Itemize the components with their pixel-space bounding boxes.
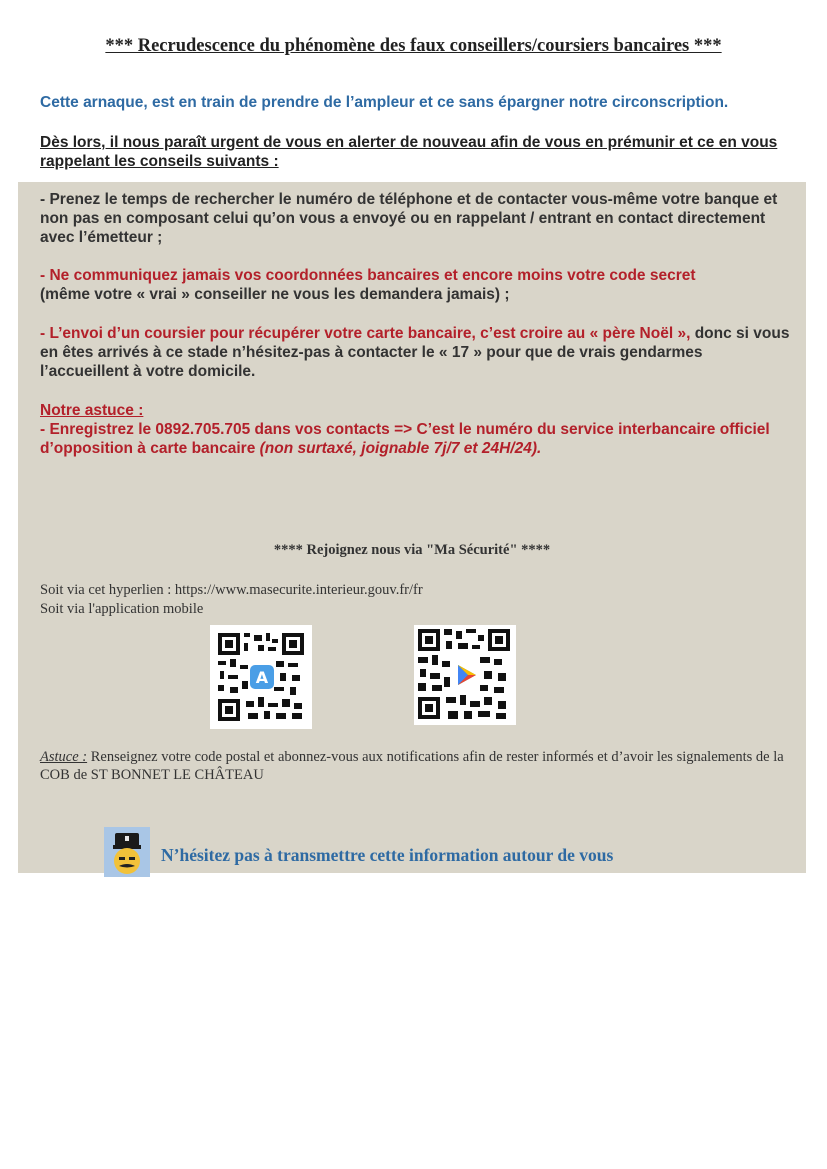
astuce-label: Astuce :	[40, 749, 88, 765]
advice-item-2-warning: - Ne communiquez jamais vos coordonnées bancaires et encore moins votre code secret	[40, 267, 696, 284]
advice-item-3	[40, 324, 790, 381]
tip-heading: Notre astuce :	[40, 402, 144, 419]
gendarme-avatar-icon	[104, 827, 150, 877]
footer-message: N’hésitez pas à transmettre cette information autour de vous	[161, 845, 614, 865]
intro-text: Cette arnaque, est en train de prendre de l’ampleur et ce sans épargner notre circonscription.	[40, 94, 729, 111]
advice-item-3-rest: donc si vous en êtes arrivés à ce stade n’hésitez-pas à contacter le « 17 » pour que de vrais gendarmes l’accueillent à votre domicile.	[40, 325, 790, 380]
google-play-qr-icon[interactable]	[414, 625, 516, 725]
document-title: *** Recrudescence du phénomène des faux conseillers/coursiers bancaires ***	[105, 36, 722, 56]
tip-block	[40, 401, 790, 458]
advice-box	[18, 182, 806, 873]
join-heading: **** Rejoignez nous via "Ma Sécurité" ****	[273, 542, 551, 558]
alert-text: Dès lors, il nous paraît urgent de vous en alerter de nouveau afin de vous en prémunir et ce en vous rappelant les conseils suivants :	[40, 134, 778, 170]
astuce-text: Renseignez votre code postal et abonnez-vous aux notifications afin de rester informés et d’avoir les signalements de la COB de ST BONNET LE CHÂTEAU	[40, 749, 784, 783]
app-store-qr-icon[interactable]	[210, 625, 312, 729]
advice-item-2	[40, 266, 790, 304]
advice-item-1: - Prenez le temps de rechercher le numéro de téléphone et de contacter vous-même votre banque et non pas en composant celui qu’on vous a envoyé ou en rappelant / entrant en contact directement avec l’émetteur ;	[40, 191, 778, 246]
advice-item-2-rest: (même votre « vrai » conseiller ne vous les demandera jamais) ;	[40, 286, 510, 303]
link-line: Soit via cet hyperlien : https://www.masecurite.interieur.gouv.fr/fr	[40, 582, 423, 598]
svg-text:A: A	[255, 668, 269, 687]
tip-text: - Enregistrez le 0892.705.705 dans vos contacts => C’est le numéro du service interbancaire officiel d’opposition à carte bancaire	[40, 421, 770, 457]
astuce-block	[40, 748, 790, 784]
tip-italic: (non surtaxé, joignable 7j/7 et 24H/24).	[259, 440, 542, 457]
advice-item-3-warning: - L’envoi d’un coursier pour récupérer votre carte bancaire, c’est croire au « père Noël »,	[40, 325, 691, 342]
app-line: Soit via l'application mobile	[40, 601, 204, 617]
